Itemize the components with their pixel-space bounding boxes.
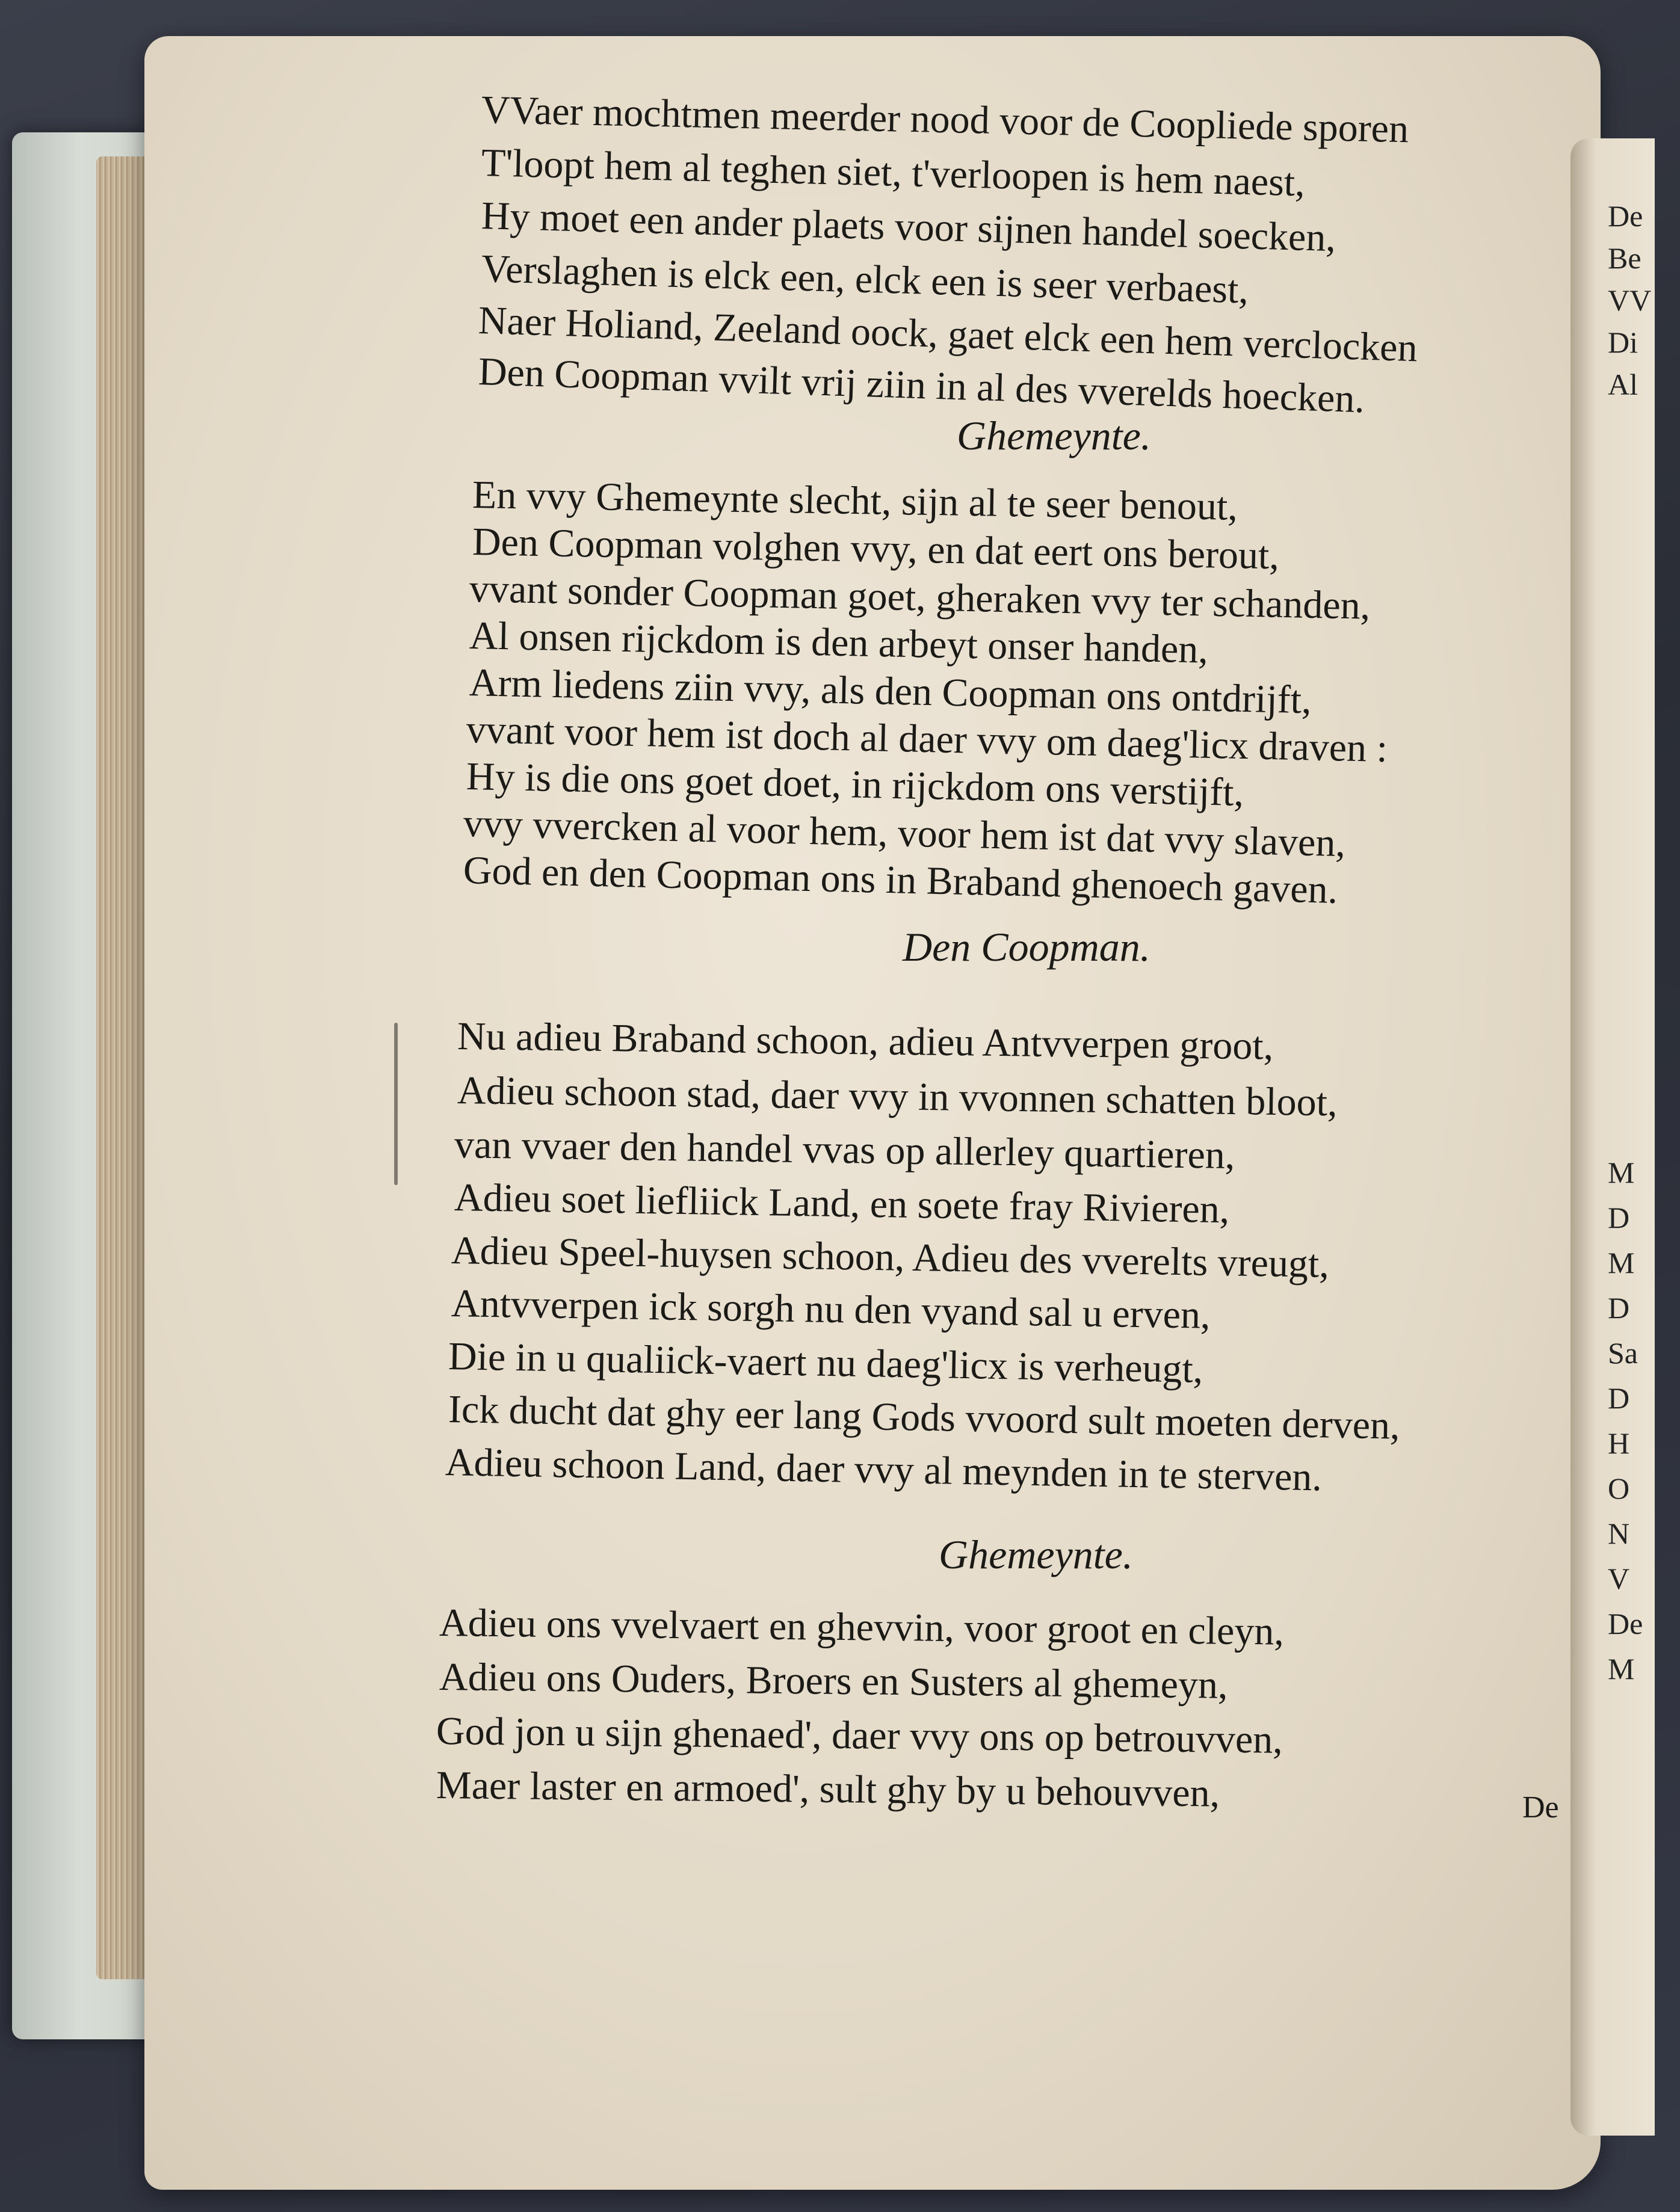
section-heading: Ghemeynte. bbox=[939, 1532, 1133, 1577]
facing-page-fragment: Al bbox=[1608, 368, 1638, 401]
verse-line: Naer Holiand, Zeeland oock, gaet elck een hem verclocken bbox=[477, 298, 1418, 371]
verse-line: Adieu soet liefliick Land, en soete fray Rivieren, bbox=[454, 1175, 1230, 1232]
verse-line: VVaer mochtmen meerder nood voor de Coopliede sporen bbox=[481, 88, 1409, 152]
facing-page-fragment: M bbox=[1608, 1246, 1635, 1280]
verse-line: Adieu Speel-huysen schoon, Adieu des vverelts vreugt, bbox=[451, 1228, 1330, 1286]
verse-line: Adieu ons vvelvaert en ghevvin, voor groot en cleyn, bbox=[439, 1601, 1285, 1654]
facing-page-fragment: Di bbox=[1608, 325, 1638, 359]
verse-line: Antvverpen ick sorgh nu den vyand sal u erven, bbox=[451, 1281, 1211, 1337]
catchword: De bbox=[1522, 1790, 1559, 1825]
facing-page-fragment: D bbox=[1608, 1201, 1630, 1234]
facing-page-fragment: De bbox=[1608, 1607, 1643, 1641]
facing-page-fragment: M bbox=[1608, 1652, 1635, 1686]
facing-page-fragment: VV bbox=[1608, 283, 1652, 317]
verse-line: Ick ducht dat ghy eer lang Gods vvoord sult moeten derven, bbox=[448, 1387, 1401, 1448]
verse-line: Den Coopman volghen vvy, en dat eert ons berout, bbox=[472, 520, 1280, 578]
facing-page-fragment: M bbox=[1608, 1156, 1635, 1189]
verse-line: En vvy Ghemeynte slecht, sijn al te seer benout, bbox=[472, 473, 1238, 529]
verse-line: Den Coopman vvilt vrij ziin in al des vverelds hoecken. bbox=[477, 350, 1366, 422]
facing-page-fragment: V bbox=[1608, 1562, 1630, 1595]
verse-line: Nu adieu Braband schoon, adieu Antvverpen groot, bbox=[457, 1014, 1274, 1068]
verse-line: Al onsen rijckdom is den arbeyt onser handen, bbox=[469, 614, 1209, 672]
facing-page-fragment: D bbox=[1608, 1291, 1630, 1325]
verse-line: T'loopt hem al teghen siet, t'verloopen is hem naest, bbox=[481, 141, 1306, 205]
facing-page-fragment: Sa bbox=[1608, 1336, 1638, 1370]
verse-line: Arm liedens ziin vvy, als den Coopman ons ontdrijft, bbox=[469, 661, 1312, 722]
verse-line: God jon u sijn ghenaed', daer vvy ons op betrouvven, bbox=[436, 1709, 1283, 1762]
verse-line: Verslaghen is elck een, elck een is seer verbaest, bbox=[480, 247, 1249, 312]
verse-line: Adieu schoon stad, daer vvy in vvonnen schatten bloot, bbox=[457, 1068, 1338, 1125]
verse-line: Die in u qualiick-vaert nu daeg'licx is verheugt, bbox=[448, 1334, 1203, 1391]
verse-line: Hy moet een ander plaets voor sijnen handel soecken, bbox=[481, 194, 1336, 260]
verse-line: Hy is die ons goet doet, in rijckdom ons verstijft, bbox=[466, 754, 1244, 815]
facing-page-fragment: N bbox=[1608, 1517, 1630, 1550]
verse-line: Adieu ons Ouders, Broers en Susters al ghemeyn, bbox=[439, 1655, 1228, 1707]
verse-line: vvy vvercken al voor hem, voor hem ist dat vvy slaven, bbox=[463, 801, 1346, 866]
facing-page-fragment: H bbox=[1608, 1426, 1630, 1460]
facing-page-fragment: D bbox=[1608, 1381, 1630, 1415]
verse-line: Adieu schoon Land, daer vvy al meynden in te sterven. bbox=[445, 1440, 1323, 1500]
section-heading: Ghemeynte. bbox=[957, 413, 1151, 458]
facing-page-fragment: O bbox=[1608, 1471, 1630, 1505]
verse-line: vvant voor hem ist doch al daer vvy om daeg'licx draven : bbox=[466, 707, 1388, 771]
verse-line: Maer laster en armoed', sult ghy by u behouvven, bbox=[436, 1763, 1220, 1816]
verse-line: God en den Coopman ons in Braband ghenoech gaven. bbox=[463, 848, 1338, 912]
facing-page-fragment: Be bbox=[1608, 241, 1641, 275]
margin-pencil-mark bbox=[394, 1023, 398, 1185]
section-heading: Den Coopman. bbox=[903, 924, 1150, 970]
verse-line: van vvaer den handel vvas op allerley quartieren, bbox=[454, 1123, 1235, 1178]
facing-page-fragment: De bbox=[1608, 199, 1643, 233]
verse-line: vvant sonder Coopman goet, gheraken vvy ter schanden, bbox=[469, 567, 1371, 628]
